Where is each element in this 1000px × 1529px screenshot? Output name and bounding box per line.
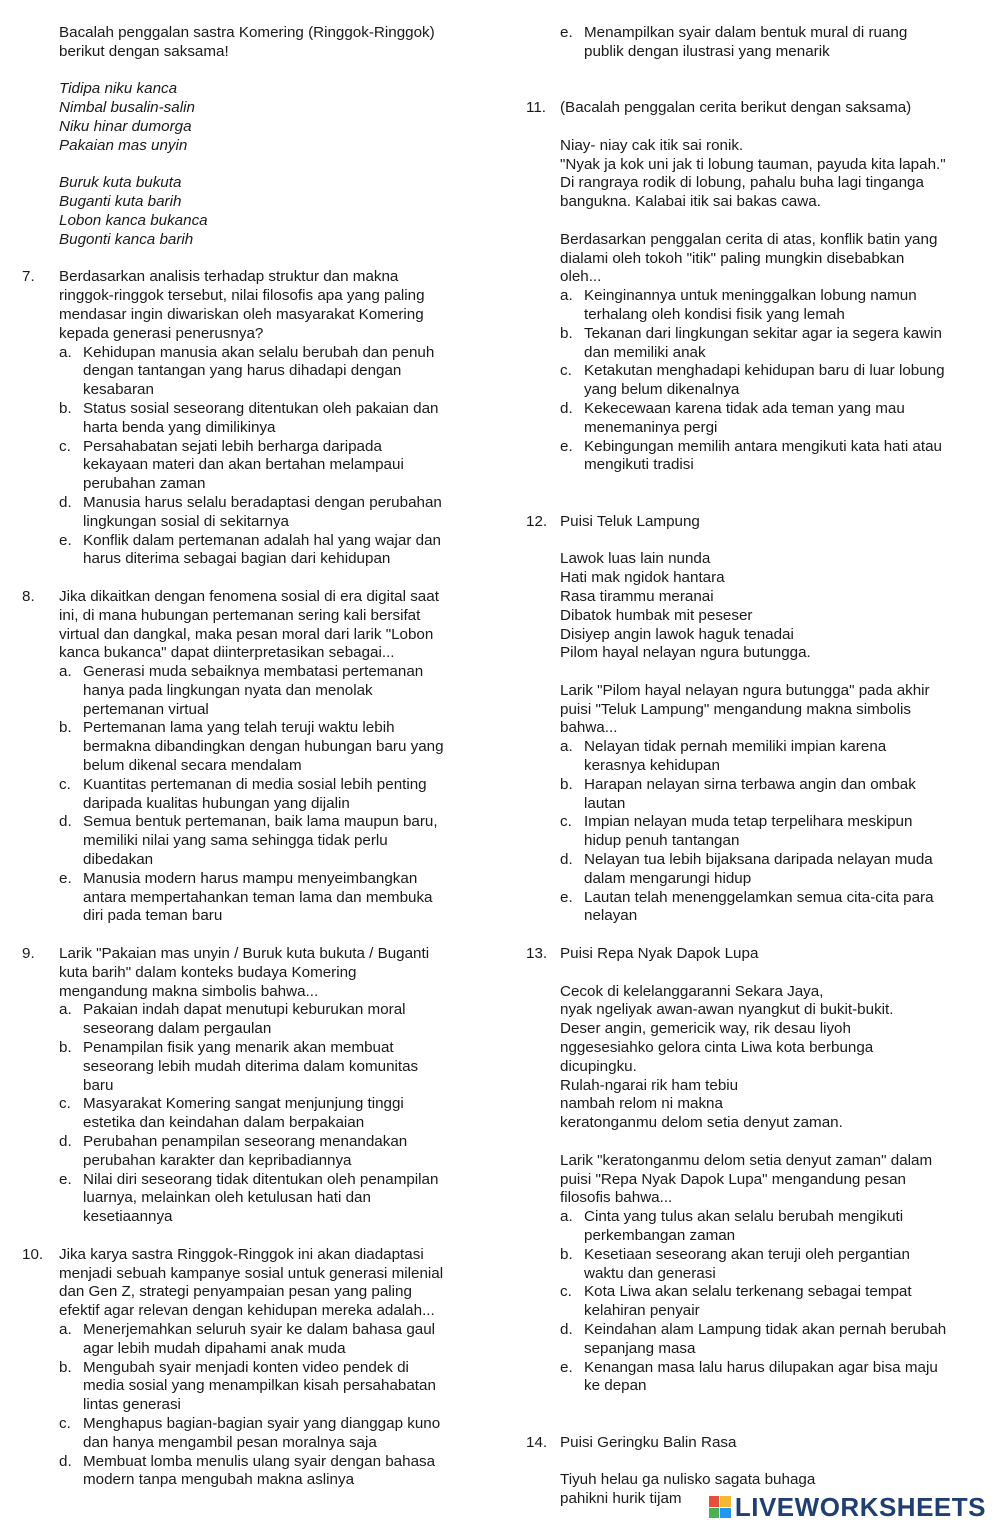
story-line: Niay- niay cak itik sai ronik. bbox=[560, 136, 744, 154]
option-text: publik dengan ilustrasi yang menarik bbox=[584, 42, 830, 60]
option-text: daripada kualitas hubungan yang dijalin bbox=[83, 794, 350, 812]
question-10 bbox=[0, 1246, 500, 1490]
question-text: kanca bukanca" dapat diinterpretasikan sebagai... bbox=[59, 644, 395, 662]
option-text: dibedakan bbox=[83, 851, 154, 869]
question-13 bbox=[500, 945, 1000, 1396]
option-text: Tekanan dari lingkungan sekitar agar ia segera kawin bbox=[584, 324, 942, 342]
answer-option[interactable] bbox=[59, 344, 478, 400]
option-text: harta benda yang dimilikinya bbox=[83, 418, 276, 436]
answer-option[interactable] bbox=[59, 438, 478, 494]
answer-option[interactable] bbox=[59, 776, 478, 814]
question-text: kuta barih" dalam konteks budaya Komering bbox=[59, 963, 357, 981]
intro-passage bbox=[0, 24, 500, 268]
option-letter: c. bbox=[560, 813, 572, 831]
option-text: seseorang lebih mudah diterima dalam komunitas bbox=[83, 1057, 419, 1075]
poem-line: nambah relom ni makna bbox=[560, 1095, 723, 1113]
option-letter: b. bbox=[59, 1039, 72, 1057]
option-text: dan hanya mengambil pesan moralnya saja bbox=[83, 1433, 377, 1451]
option-letter: b. bbox=[560, 324, 573, 342]
answer-option[interactable] bbox=[560, 1321, 982, 1359]
option-letter: c. bbox=[59, 775, 71, 793]
option-letter: d. bbox=[59, 493, 72, 511]
question-text: mendasar ingin diwariskan oleh masyarakat Komering bbox=[59, 305, 424, 323]
question-text: menjadi sebuah kampanye sosial untuk generasi milenial bbox=[59, 1264, 444, 1282]
option-letter: c. bbox=[560, 362, 572, 380]
option-text: menemaninya pergi bbox=[584, 418, 718, 436]
option-text: Nelayan tidak pernah memiliki impian karena bbox=[584, 738, 887, 756]
option-text: Kehidupan manusia akan selalu berubah dan penuh bbox=[83, 343, 435, 361]
answer-option[interactable] bbox=[59, 1039, 478, 1095]
option-text: luarnya, melainkan oleh ketulusan hati dan bbox=[83, 1189, 371, 1207]
question-number: 11. bbox=[526, 99, 546, 117]
option-text: Masyarakat Komering sangat menjunjung tinggi bbox=[83, 1095, 404, 1113]
option-text: hidup penuh tantangan bbox=[584, 832, 740, 850]
option-text: Kota Liwa akan selalu terkenang sebagai tempat bbox=[584, 1283, 912, 1301]
poem-line: Niku hinar dumorga bbox=[59, 117, 192, 135]
answer-option[interactable] bbox=[59, 1133, 478, 1171]
option-text: mengikuti tradisi bbox=[584, 456, 694, 474]
option-text: bermakna dibandingkan dengan hubungan baru yang bbox=[83, 738, 444, 756]
option-text: Mengubah syair menjadi konten video pendek di bbox=[83, 1358, 409, 1376]
question-number: 14. bbox=[526, 1433, 548, 1451]
option-letter: a. bbox=[560, 738, 573, 756]
poem-line: pahikni hurik tijam bbox=[560, 1490, 682, 1508]
poem-line: Hati mak ngidok hantara bbox=[560, 569, 725, 587]
poem-line: Rasa tirammu meranai bbox=[560, 587, 714, 605]
question-8 bbox=[0, 588, 500, 926]
question-text: ringgok-ringgok tersebut, nilai filosofis apa yang paling bbox=[59, 287, 425, 305]
option-text: kelahiran penyair bbox=[584, 1302, 700, 1320]
option-letter: a. bbox=[59, 343, 72, 361]
answer-option[interactable] bbox=[560, 1246, 982, 1284]
option-letter: d. bbox=[59, 1452, 72, 1470]
option-text: dalam mengarungi hidup bbox=[584, 869, 752, 887]
liveworksheets-logo-icon bbox=[709, 1496, 731, 1518]
option-text: Kesetiaan seseorang akan teruji oleh pergantian bbox=[584, 1245, 910, 1263]
option-text: kekayaan materi dan akan bertahan melampaui bbox=[83, 456, 404, 474]
option-letter: d. bbox=[560, 851, 573, 869]
poem-line: Nimbal busalin-salin bbox=[59, 99, 195, 117]
option-letter: e. bbox=[560, 24, 573, 41]
answer-option[interactable] bbox=[59, 1001, 478, 1039]
option-text: Kekecewaan karena tidak ada teman yang mau bbox=[584, 399, 905, 417]
option-text: Nilai diri seseorang tidak ditentukan oleh penampilan bbox=[83, 1170, 439, 1188]
option-text: Semua bentuk pertemanan, baik lama maupun baru, bbox=[83, 813, 438, 831]
option-text: Keindahan alam Lampung tidak akan pernah berubah bbox=[584, 1320, 947, 1338]
option-text: Kenangan masa lalu harus dilupakan agar bisa maju bbox=[584, 1358, 938, 1376]
poem-line: nyak ngeliyak awan-awan nyangkut di bukit-bukit. bbox=[560, 1001, 894, 1019]
option-text: Menerjemahkan seluruh syair ke dalam bahasa gaul bbox=[83, 1320, 436, 1338]
question-text: filosofis bahwa... bbox=[560, 1189, 673, 1207]
poem-line: Disiyep angin lawok haguk tenadai bbox=[560, 625, 794, 643]
answer-option[interactable] bbox=[59, 1171, 478, 1227]
option-letter: d. bbox=[560, 1320, 573, 1338]
option-letter: e. bbox=[59, 1170, 72, 1188]
poem-line: Lawok luas lain nunda bbox=[560, 550, 711, 568]
option-text: yang belum dikenalnya bbox=[584, 381, 740, 399]
question-text: Berdasarkan analisis terhadap struktur dan makna bbox=[59, 268, 399, 286]
answer-option[interactable] bbox=[59, 494, 478, 532]
option-text: Impian nelayan muda tetap terpelihara meskipun bbox=[584, 813, 913, 831]
answer-option[interactable] bbox=[560, 738, 982, 776]
question-text: Berdasarkan penggalan cerita di atas, konflik batin yang bbox=[560, 230, 938, 248]
option-text: diri pada teman baru bbox=[83, 907, 223, 925]
intro-line: berikut dengan saksama! bbox=[59, 42, 229, 60]
option-letter: a. bbox=[560, 287, 573, 305]
answer-option[interactable] bbox=[560, 400, 982, 438]
poem-line: Deser angin, gemericik way, rik desau liyoh bbox=[560, 1020, 851, 1038]
question-text: Larik "Pilom hayal nelayan ngura butungga" pada akhir bbox=[560, 681, 930, 699]
option-text: nelayan bbox=[584, 907, 638, 925]
question-text: dialami oleh tokoh "itik" paling mungkin disebabkan bbox=[560, 249, 905, 267]
answer-option[interactable] bbox=[560, 325, 982, 363]
right-column bbox=[500, 24, 1000, 1509]
option-letter: a. bbox=[59, 1001, 72, 1019]
option-letter: c. bbox=[59, 437, 71, 455]
option-text: perubahan karakter dan kepribadiannya bbox=[83, 1151, 352, 1169]
answer-option[interactable] bbox=[560, 1208, 982, 1246]
liveworksheets-watermark bbox=[709, 1493, 986, 1521]
question-number: 10. bbox=[22, 1245, 44, 1263]
answer-option[interactable] bbox=[560, 362, 982, 400]
answer-option[interactable] bbox=[59, 813, 478, 869]
question-number: 12. bbox=[526, 512, 548, 530]
option-text: lingkungan sosial di sekitarnya bbox=[83, 512, 289, 530]
option-text: agar lebih mudah dipahami anak muda bbox=[83, 1339, 346, 1357]
poem-line: Bugonti kanca barih bbox=[59, 230, 194, 248]
answer-option[interactable] bbox=[560, 813, 982, 851]
option-letter: e. bbox=[560, 1358, 573, 1376]
option-text: harus diterima sebagai bagian dari kehidupan bbox=[83, 550, 391, 568]
poem-line: dicupingku. bbox=[560, 1057, 637, 1075]
option-text: memiliki nilai yang sama sehingga tidak perlu bbox=[83, 832, 388, 850]
answer-option[interactable] bbox=[59, 532, 478, 570]
option-text: Cinta yang tulus akan selalu berubah mengikuti bbox=[584, 1208, 904, 1226]
option-text: sepanjang masa bbox=[584, 1339, 696, 1357]
option-letter: a. bbox=[59, 1320, 72, 1338]
poem-line: Cecok di kelelanggaranni Sekara Jaya, bbox=[560, 982, 824, 1000]
option-letter: b. bbox=[560, 775, 573, 793]
option-text: perubahan zaman bbox=[83, 475, 206, 493]
option-text: Konflik dalam pertemanan adalah hal yang wajar dan bbox=[83, 531, 441, 549]
option-text: perkembangan zaman bbox=[584, 1227, 736, 1244]
story-line: Di rangraya rodik di lobung, pahalu buha lagi tinganga bbox=[560, 174, 924, 192]
question-12 bbox=[500, 513, 1000, 927]
question-text: virtual dan dangkal, maka pesan moral dari larik "Lobon bbox=[59, 625, 434, 643]
answer-option[interactable] bbox=[59, 1359, 478, 1415]
question-7 bbox=[0, 268, 500, 569]
option-letter: d. bbox=[59, 813, 72, 831]
option-text: lintas generasi bbox=[83, 1396, 181, 1414]
option-text: ke depan bbox=[584, 1377, 647, 1395]
option-letter: b. bbox=[560, 1245, 573, 1263]
option-text: Lautan telah menenggelamkan semua cita-cita para bbox=[584, 888, 934, 906]
story-line: "Nyak ja kok uni jak ti lobung tauman, payuda kita lapah." bbox=[560, 155, 946, 173]
option-letter: a. bbox=[59, 663, 72, 681]
answer-option[interactable] bbox=[560, 438, 982, 476]
option-text: seseorang dalam pergaulan bbox=[83, 1020, 272, 1038]
poem-line: keratonganmu delom setia denyut zaman. bbox=[560, 1114, 843, 1132]
question-text: oleh... bbox=[560, 268, 602, 286]
question-text: kepada generasi penerusnya? bbox=[59, 324, 264, 342]
option-text: kesetiaannya bbox=[83, 1208, 173, 1226]
watermark-text: LIVEWORKSHEETS bbox=[734, 1491, 986, 1522]
option-text: Generasi muda sebaiknya membatasi pertemanan bbox=[83, 663, 424, 681]
option-text: Menghapus bagian-bagian syair yang dianggap kuno bbox=[83, 1414, 441, 1432]
option-text: hanya pada lingkungan nyata dan menolak bbox=[83, 681, 373, 699]
option-text: Nelayan tua lebih bijaksana daripada nelayan muda bbox=[584, 851, 933, 869]
answer-option[interactable] bbox=[59, 663, 478, 719]
option-text: modern tanpa mengubah makna aslinya bbox=[83, 1471, 355, 1489]
option-text: baru bbox=[83, 1076, 114, 1094]
question-number: 9. bbox=[22, 945, 35, 963]
option-text: Manusia harus selalu beradaptasi dengan perubahan bbox=[83, 493, 442, 511]
question-text: puisi "Repa Nyak Dapok Lupa" mengandung pesan bbox=[560, 1170, 906, 1188]
option-letter: a. bbox=[560, 1208, 573, 1226]
option-letter: e. bbox=[560, 888, 573, 906]
poem-line: nggesesiahko gelora cinta Liwa kota berbunga bbox=[560, 1039, 874, 1057]
option-letter: e. bbox=[59, 531, 72, 549]
option-letter: d. bbox=[59, 1133, 72, 1151]
option-letter: c. bbox=[59, 1095, 71, 1113]
answer-option[interactable] bbox=[59, 870, 478, 926]
poem-line: Dibatok humbak mit peseser bbox=[560, 606, 753, 624]
question-11 bbox=[500, 99, 1000, 475]
question-heading: Puisi Geringku Balin Rasa bbox=[560, 1433, 737, 1451]
option-letter: e. bbox=[560, 437, 573, 455]
question-10-continued bbox=[500, 24, 1000, 62]
question-text: puisi "Teluk Lampung" mengandung makna simbolis bbox=[560, 700, 912, 718]
option-text: dan memiliki anak bbox=[584, 343, 706, 361]
poem-line: Lobon kanca bukanca bbox=[59, 211, 208, 229]
option-text: Ketakutan menghadapi kehidupan baru di luar lobung bbox=[584, 362, 945, 380]
question-text: bahwa... bbox=[560, 719, 618, 737]
answer-option[interactable] bbox=[560, 776, 982, 814]
option-text: belum dikenal secara mendalam bbox=[83, 757, 302, 775]
option-letter: c. bbox=[59, 1414, 71, 1432]
answer-option[interactable] bbox=[560, 1283, 982, 1321]
story-line: bangukna. Kalabai itik sai bakas cawa. bbox=[560, 193, 821, 211]
left-column bbox=[0, 24, 500, 1490]
question-heading: Puisi Repa Nyak Dapok Lupa bbox=[560, 945, 759, 963]
poem-line: Pakaian mas unyin bbox=[59, 136, 188, 154]
option-text: Harapan nelayan sirna terbawa angin dan ombak bbox=[584, 775, 916, 793]
option-text: Kuantitas pertemanan di media sosial lebih penting bbox=[83, 775, 427, 793]
poem-line: Buruk kuta bukuta bbox=[59, 174, 182, 192]
option-text: waktu dan generasi bbox=[584, 1264, 716, 1282]
option-text: media sosial yang menampilkan kisah persahabatan bbox=[83, 1377, 436, 1395]
answer-option[interactable] bbox=[560, 24, 982, 62]
answer-option[interactable] bbox=[560, 889, 982, 927]
question-text: ini, di mana hubungan pertemanan sering kali bersifat bbox=[59, 606, 421, 624]
option-text: Menampilkan syair dalam bentuk mural di ruang bbox=[584, 24, 908, 41]
option-letter: d. bbox=[560, 399, 573, 417]
answer-option[interactable] bbox=[59, 1415, 478, 1453]
option-text: Penampilan fisik yang menarik akan membuat bbox=[83, 1039, 394, 1057]
option-text: pertemanan virtual bbox=[83, 700, 209, 718]
poem-line: Tiyuh helau ga nulisko sagata buhaga bbox=[560, 1471, 816, 1489]
option-text: Pertemanan lama yang telah teruji waktu lebih bbox=[83, 719, 395, 737]
answer-option[interactable] bbox=[560, 851, 982, 889]
option-text: estetika dan keindahan dalam berpakaian bbox=[83, 1114, 365, 1132]
poem-line: Rulah-ngarai rik ham tebiu bbox=[560, 1076, 739, 1094]
question-text: Larik "Pakaian mas unyin / Buruk kuta bukuta / Buganti bbox=[59, 945, 430, 963]
question-text: dan Gen Z, strategi penyampaian pesan yang paling bbox=[59, 1283, 412, 1301]
option-text: antara mempertahankan teman lama dan membuka bbox=[83, 888, 433, 906]
option-text: Kebingungan memilih antara mengikuti kata hati atau bbox=[584, 437, 942, 455]
option-text: Manusia modern harus mampu menyeimbangkan bbox=[83, 869, 418, 887]
option-text: Membuat lomba menulis ulang syair dengan bahasa bbox=[83, 1452, 436, 1470]
option-letter: b. bbox=[59, 399, 72, 417]
option-letter: b. bbox=[59, 719, 72, 737]
question-number: 13. bbox=[526, 945, 548, 963]
question-text: mengandung makna simbolis bahwa... bbox=[59, 982, 319, 1000]
option-text: Persahabatan sejati lebih berharga daripada bbox=[83, 437, 382, 455]
option-text: lautan bbox=[584, 794, 626, 812]
question-heading: Puisi Teluk Lampung bbox=[560, 512, 700, 530]
option-letter: c. bbox=[560, 1283, 572, 1301]
question-text: Larik "keratonganmu delom setia denyut zaman" dalam bbox=[560, 1151, 933, 1169]
question-number: 7. bbox=[22, 268, 35, 286]
answer-option[interactable] bbox=[59, 1321, 478, 1359]
answer-option[interactable] bbox=[59, 1453, 478, 1491]
answer-option[interactable] bbox=[59, 1095, 478, 1133]
option-letter: e. bbox=[59, 869, 72, 887]
answer-option[interactable] bbox=[59, 400, 478, 438]
option-text: kesabaran bbox=[83, 381, 154, 399]
option-text: Status sosial seseorang ditentukan oleh pakaian dan bbox=[83, 399, 439, 417]
answer-option[interactable] bbox=[59, 719, 478, 775]
option-text: kerasnya kehidupan bbox=[584, 757, 720, 775]
question-heading: (Bacalah penggalan cerita berikut dengan saksama) bbox=[560, 99, 912, 117]
question-text: Jika karya sastra Ringgok-Ringgok ini akan diadaptasi bbox=[59, 1245, 424, 1263]
question-9 bbox=[0, 945, 500, 1227]
answer-option[interactable] bbox=[560, 287, 982, 325]
option-text: Pakaian indah dapat menutupi keburukan moral bbox=[83, 1001, 406, 1019]
question-number: 8. bbox=[22, 587, 35, 605]
option-text: Keinginannya untuk meninggalkan lobung namun bbox=[584, 287, 917, 305]
option-text: dengan tantangan yang harus dihadapi dengan bbox=[83, 362, 402, 380]
answer-option[interactable] bbox=[560, 1359, 982, 1397]
option-text: Perubahan penampilan seseorang menandakan bbox=[83, 1133, 408, 1151]
poem-line: Pilom hayal nelayan ngura butungga. bbox=[560, 644, 811, 662]
option-letter: b. bbox=[59, 1358, 72, 1376]
intro-line: Bacalah penggalan sastra Komering (Ringgok-Ringgok) bbox=[59, 24, 435, 41]
poem-line: Tidipa niku kanca bbox=[59, 80, 178, 98]
question-text: efektif agar relevan dengan kehidupan mereka adalah... bbox=[59, 1302, 435, 1320]
option-text: terhalang oleh kondisi fisik yang lemah bbox=[584, 305, 845, 323]
poem-line: Buganti kuta barih bbox=[59, 193, 182, 211]
question-text: Jika dikaitkan dengan fenomena sosial di era digital saat bbox=[59, 587, 439, 605]
